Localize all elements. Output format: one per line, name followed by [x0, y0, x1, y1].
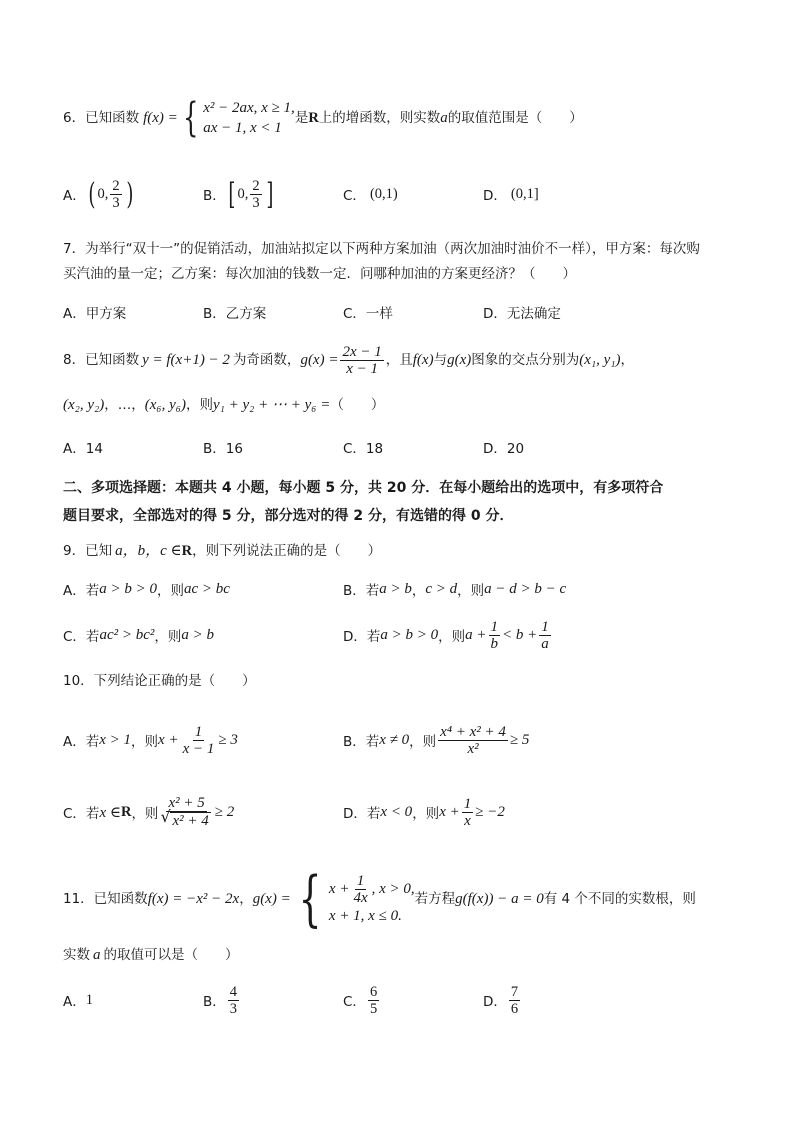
q7-options	[63, 302, 743, 326]
question-7-stem: 7．为举行“双十一”的促销活动，加油站拟定以下两种方案加油（两次加油时油价不一样），甲方案：每次购 买汽油的量一定；乙方案：每次加油的钱数一定．问哪种加油的方案更经济？（ ）	[63, 241, 700, 282]
q8-option-a[interactable]: A．14	[63, 441, 103, 457]
fraction: $\frac{\text{x⁴ + x² + 4}}{\text{x²}}$	[440, 723, 506, 757]
q11-option-c[interactable]: C． $\frac{6}{5}$	[343, 983, 378, 1017]
q11-option-d[interactable]: D． $\frac{7}{6}$	[483, 983, 519, 1017]
question-11-stem-line1: 11．已知函数 f(x) = −x² − 2x ， g(x) = { x + $\frac{1}{4x}$ , x > 0, x + 1, x ≤ 0. 若方程 g(f(x)) − a = 0 有 4 个不同的实数根，则	[63, 864, 696, 934]
q10-option-d[interactable]: D．若 x < 0 ，则 x + $\frac{1}{x}$ ≥ −2	[343, 795, 505, 829]
fraction: $\frac{1}{x - 1}$	[182, 723, 215, 757]
piecewise-cases: x² − 2ax, x ≥ 1, ax − 1, x < 1	[203, 100, 295, 136]
question-9-stem: 9．已知 a，b，c ∈ R ，则下列说法正确的是（ ）	[63, 543, 382, 559]
fraction: $\frac{6}{5}$	[369, 983, 378, 1017]
q9-option-b[interactable]: B．若 a > b ， c > d ，则 a − d > b − c	[343, 580, 567, 599]
fraction: $\frac{1}{a}$	[541, 618, 549, 652]
q10-option-c[interactable]: C．若 x ∈ R ，则 x² + 5 √ x² + 4 ≥ 2	[63, 792, 234, 832]
q6-option-a[interactable]: A． ( 0, $\frac{2}{3}$ )	[63, 176, 133, 212]
section-2-heading: 二、多项选择题：本题共 4 小题，每小题 5 分，共 20 分．在每小题给出的选项中，有多项符合 题目要求，全部选对的得 5 分，部分选对的得 2 分，有选错的得 0 分．	[63, 480, 664, 524]
q11-option-b[interactable]: B． $\frac{4}{3}$	[203, 983, 238, 1017]
q9-option-c[interactable]: C．若 ac² > bc² ，则 a > b	[63, 626, 214, 645]
q6-option-d[interactable]: D． (0,1]	[483, 185, 539, 204]
q7-option-b[interactable]: B．乙方案	[203, 306, 267, 322]
q7-option-d[interactable]: D．无法确定	[483, 306, 561, 322]
fraction: $\frac{1}{x}$	[463, 795, 472, 829]
q8-option-c[interactable]: C．18	[343, 441, 384, 457]
piecewise-brace: {	[182, 95, 199, 141]
fraction: $\frac{2}{3}$	[252, 177, 260, 211]
piecewise-brace: {	[298, 864, 322, 934]
q7-option-a[interactable]: A．甲方案	[63, 306, 127, 322]
q10-option-a[interactable]: A．若 x > 1 ，则 x + $\frac{1}{x - 1}$ ≥ 3	[63, 723, 238, 757]
q7-option-c[interactable]: C．一样	[343, 306, 393, 322]
question-8-stem-line2: (x₂, y₂) ，…， (x₆, y₆) ，则 y₁ + y₂ + ⋯ + y₆ = （ ）	[63, 397, 385, 413]
question-6-stem: 6． 已知函数 f(x) = { x² − 2ax, x ≥ 1, ax − 1, x < 1 是 R 上的增函数，则实数 a 的取值范围是（ ）	[63, 95, 583, 141]
q10-option-b[interactable]: B．若 x ≠ 0 ，则 $\frac{\text{x⁴ + x² + 4}}{\text{x²}}$ ≥ 5	[343, 723, 530, 757]
q6-option-b[interactable]: B． [ 0, $\frac{2}{3}$ ]	[203, 176, 273, 212]
fraction: $\frac{4}{3}$	[229, 983, 238, 1017]
q8-option-d[interactable]: D．20	[483, 441, 525, 457]
question-11-stem-line2: 实数 a 的取值可以是（ ）	[63, 947, 239, 963]
piecewise-cases: x + $\frac{1}{4x}$ , x > 0, x + 1, x ≤ 0.	[328, 872, 415, 924]
fraction: $\frac{7}{6}$	[510, 983, 519, 1017]
question-8-stem-line1: 8． 已知函数 y = f(x+1) − 2 为奇函数， g(x) = $\frac{2x - 1}{x - 1}$ ，且 f(x) 与 g(x) 图象的交点分别为 (x₁, y₁) ，	[63, 343, 634, 377]
question-10-stem: 10．下列结论正确的是（ ）	[63, 673, 256, 689]
q9-option-d[interactable]: D．若 a > b > 0 ，则 a + $\frac{1}{b}$ < b + $\frac{1}{a}$	[343, 618, 549, 652]
sqrt: √ x² + 4	[170, 812, 210, 829]
q8-option-b[interactable]: B．16	[203, 441, 243, 457]
fraction: $\frac{1}{4x}$	[353, 872, 368, 906]
fraction: $\frac{2}{3}$	[112, 177, 120, 211]
q9-option-a[interactable]: A．若 a > b > 0 ，则 ac > bc	[63, 580, 230, 599]
fraction: $\frac{2x - 1}{x - 1}$	[342, 343, 382, 377]
q11-option-a[interactable]: A． 1	[63, 991, 93, 1010]
fraction: x² + 5 √ x² + 4	[160, 795, 212, 829]
q8-options	[63, 437, 743, 461]
fraction: $\frac{1}{b}$	[490, 618, 499, 652]
q6-option-c[interactable]: C． (0,1)	[343, 185, 398, 204]
